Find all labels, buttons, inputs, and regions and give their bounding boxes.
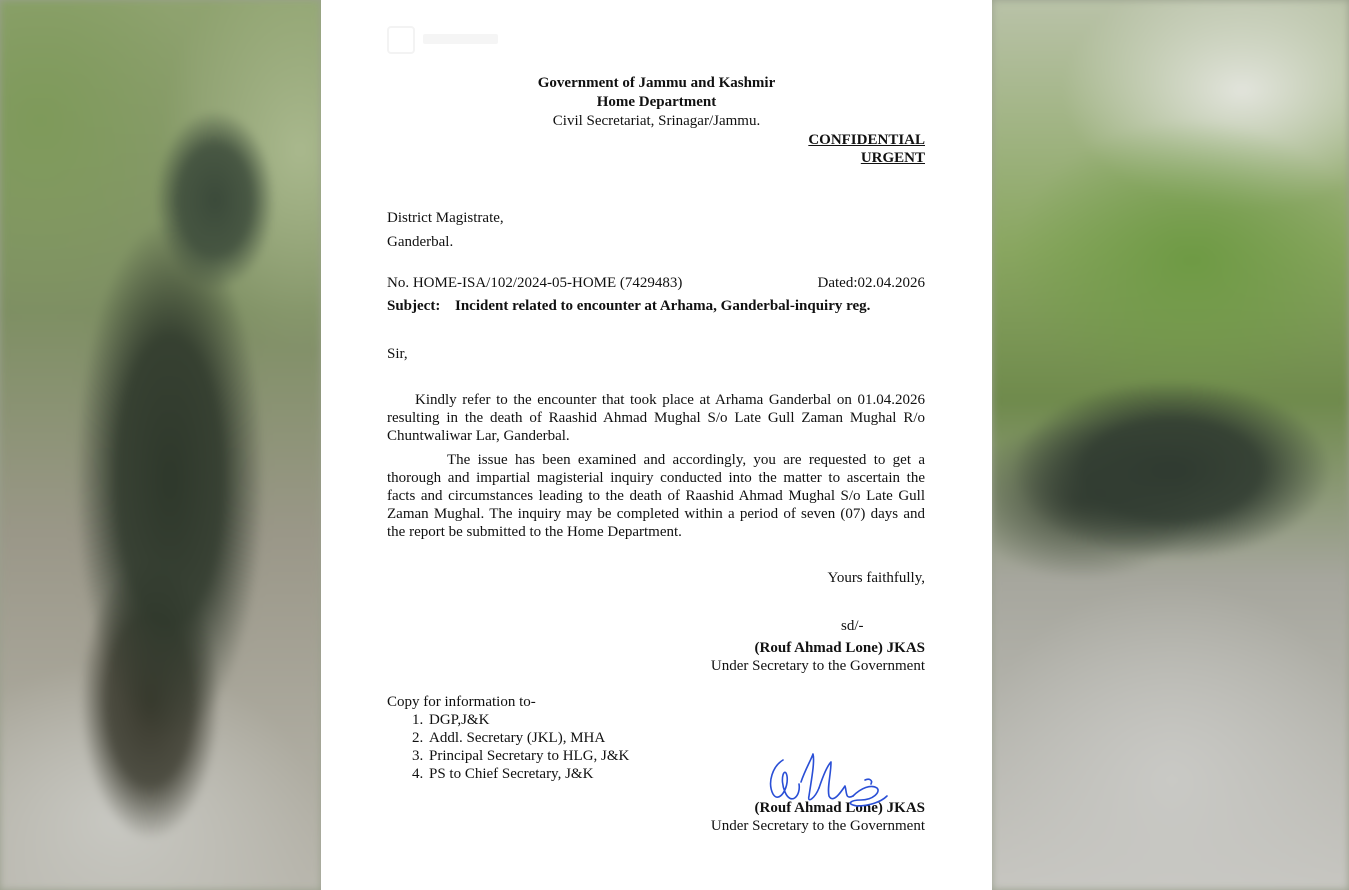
background-photo-left — [0, 0, 321, 890]
handwritten-signature — [761, 748, 891, 816]
background-photo-right — [992, 0, 1349, 890]
copy-list — [387, 711, 629, 783]
body-paragraph-1 — [387, 391, 925, 445]
closing-yours-faithfully: Yours faithfully, — [827, 570, 925, 586]
reference-number: No. HOME-ISA/102/2024-05-HOME (7429483) — [387, 275, 683, 291]
signatory-designation: Under Secretary to the Government — [710, 658, 925, 674]
body-paragraph-2 — [387, 451, 925, 541]
closing-sd: sd/- — [841, 618, 864, 634]
copy-to-section — [387, 693, 629, 783]
copy-list-item: 2. Addl. Secretary (JKL), MHA — [427, 729, 629, 747]
copy-list-item: 1. DGP,J&K — [427, 711, 629, 729]
subject-label: Subject: — [387, 298, 441, 314]
copy-list-item: 3. Principal Secretary to HLG, J&K — [427, 747, 629, 765]
letter-date: Dated:02.04.2026 — [817, 275, 925, 291]
signatory-name: (Rouf Ahmad Lone) JKAS — [754, 640, 925, 656]
salutation: Sir, — [387, 346, 408, 362]
confidential-label: CONFIDENTIAL — [808, 132, 925, 148]
header-department: Home Department — [596, 94, 717, 110]
subject-text: Incident related to encounter at Arhama, Ganderbal-inquiry reg. — [455, 298, 871, 314]
urgent-label: URGENT — [860, 150, 925, 166]
faint-watermark-logo — [387, 26, 502, 52]
official-letter — [321, 0, 992, 890]
body-paragraph-2-text: The issue has been examined and accordingly, you are requested to get a thorough and impartial magisterial inquiry conducted into the matter to ascertain the facts and circumstances leading to the death of Raashid Ahmad Mughal S/o Late Gull Zaman Mughal. The inquiry may be completed within a period of seven (07) days and the report be submitted to the Home Department. — [387, 452, 925, 540]
header-government: Government of Jammu and Kashmir — [537, 75, 776, 91]
signoff-name: (Rouf Ahmad Lone) JKAS — [754, 800, 925, 816]
copy-heading: Copy for information to- — [387, 694, 536, 710]
body-paragraph-1-text: Kindly refer to the encounter that took place at Arhama Ganderbal on 01.04.2026 resulting in the death of Raashid Ahmad Mughal S/o Late Gull Zaman Mughal R/o Chuntwaliwar Lar, Ganderbal. — [387, 392, 925, 444]
copy-list-item: 4. PS to Chief Secretary, J&K — [427, 765, 629, 783]
signoff-designation: Under Secretary to the Government — [710, 818, 925, 834]
header-secretariat: Civil Secretariat, Srinagar/Jammu. — [552, 113, 761, 129]
addressee-place: Ganderbal. — [387, 234, 454, 250]
addressee-title: District Magistrate, — [387, 210, 504, 226]
